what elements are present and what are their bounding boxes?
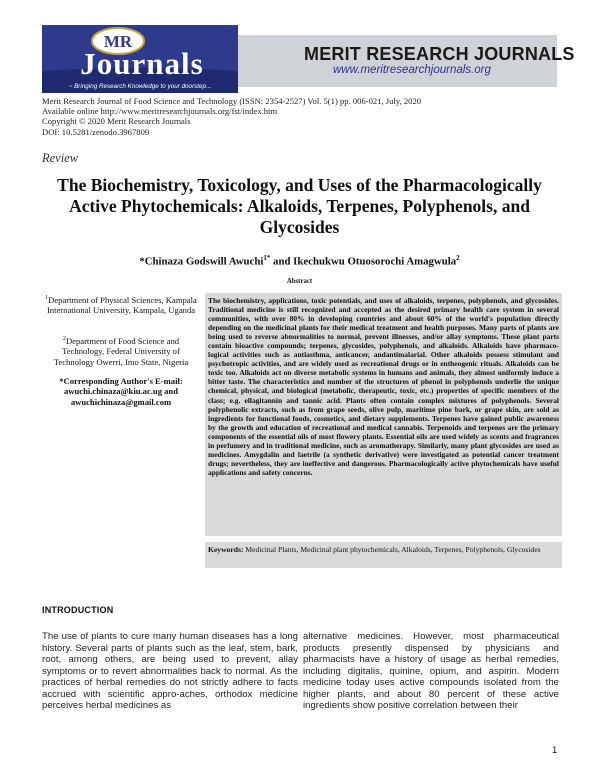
page-number: 1	[552, 745, 558, 756]
author-2: Ikechukwu Otuosorochi Amagwula	[293, 255, 457, 268]
corresponding-label: *Corresponding Author's E-mail:	[59, 376, 183, 386]
doi-line[interactable]: DOI: 10.5281/zenodo.3967809	[42, 126, 150, 137]
keywords-label: Keywords:	[208, 545, 244, 554]
author-conjunction: and	[270, 255, 294, 268]
author-1-affil: 1*	[263, 254, 271, 262]
article-title: The Biochemistry, Toxicology, and Uses of the Pharmacologically Active Phytochemicals: Alkaloids, Terpenes, Polyphenols, and Glycosides	[57, 175, 542, 237]
availability-line[interactable]: Available online http://www.meritresearchjournals.org/fst/index.htm	[42, 106, 278, 117]
introduction-heading: INTRODUCTION	[42, 605, 114, 615]
journal-url-link[interactable]: www.meritresearchjournals.org	[333, 64, 491, 76]
journal-logo	[42, 25, 238, 93]
keywords-box	[205, 542, 562, 568]
affiliation-2	[42, 334, 200, 367]
introduction-column-left: The use of plants to cure many human diseases has a long history. Several parts of plants such as the leaf, stem, bark, root, among others, are being used to prevent, allay symptoms or to revert abnormalities back to normal. As the practices of herbal remedies do not strictly adhere to facts accrued with scientific appro-aches, orthodox medicine perceives herbal medicines as	[42, 631, 298, 711]
logo-journals-text: Journals	[80, 46, 204, 81]
keywords-text: Medicinal Plants, Medicinal plant phytochemicals, Alkaloids, Terpenes, Polyphenols, Glycosides	[245, 545, 541, 554]
logo-tagline: ~ Bringing Research Knowledge to your doorstep...	[68, 83, 212, 90]
affiliation-1-marker: 1	[45, 295, 49, 301]
author-1: *Chinaza Godswill Awuchi	[139, 255, 264, 268]
introduction-column-right: alternative medicines. However, most pharmaceutical products presently dispensed by physicians and pharmacists have a history of usage as herbal remedies, including digitalis, quinine, opium, and aspirin. Modern medicine today uses active compounds isolated from the higher plants, and about 80 percent of these active ingredients show positive correlation between their	[303, 631, 559, 711]
corresponding-email[interactable]: awuchi.chinaza@kiu.ac.ug and awuchichinaza@gmail.com	[63, 386, 178, 407]
author-list	[42, 254, 557, 268]
affiliation-1-text: Department of Physical Sciences, Kampala International University, Kampala, Uganda	[46, 294, 197, 316]
affiliation-1	[42, 293, 200, 316]
citation-line: Merit Research Journal of Food Science and Technology (ISSN: 2354-2527) Vol. 5(1) pp. 006-021, July, 2020	[42, 96, 422, 106]
abstract-body: The biochemistry, applications, toxic potentials, and uses of alkaloids, terpenes, polyphenols, and glycosides. Traditional medicine is still recognized and accepted as the desired primary health care system in several communities, with over 80% in developing countries and about 60% of the world's population directly depending on the medicinal plants for their medical treatment and health purposes. Many parts of plants are being used to reverse abnormalities to normal, prevent illnesses, and/or allay symptoms. These plant parts contain bioactive compounds; terpenes, glycosides, polyphenols, and alkaloids. Alkaloids have pharmaco-logical activities such as antiasthma, anticancer, andantimalarial. Other alkaloids possess stimulant and psychotropic activities, and are widely used as recreational drugs or in entheogenic rituals. Alkaloids can be toxic too. Alkaloids act on diverse metabolic systems in humans and animals, they almost uniformly induce a bitter taste. The characteristics and number of the structures of phenol in polyphenols underlie the unique chemical, physical, and biological (metabolic, therapeutic, toxic, etc.) properties of specific members of the class; e.g. ellagitannin and tannic acid. Plants often contain complex mixtures of polyphenols. Several polyphenolic extracts, such as from grape seeds, olive pulp, maritime pine bark, or grape skin, are sold as ingredients for functional foods, cosmetics, and dietary supplements. Terpenes have gained public awareness by the growth and education of recreational and medical cannabis. Terpenoids and terpenes are the primary components of the essential oils of most flowery plants. Essential oils are used widely as scents and fragrances in perfumery and in traditional medicine, such as aromatherapy. Similarly, many plant glycosides are used as medicines. Amygdalin and laetrile (a synthetic derivative) were investigated as potential cancer treatment drugs; nevertheless, they are ineffective and dangerous. Pharmacologically active phytochemicals have useful applications and safety concerns.	[205, 293, 562, 536]
corresponding-author	[42, 376, 200, 407]
abstract-heading: Abstract	[286, 278, 313, 285]
affiliation-2-marker: 2	[62, 336, 66, 342]
article-type: Review	[42, 151, 79, 165]
logo-mr-text: MR	[103, 32, 133, 51]
journal-banner	[42, 25, 575, 93]
banner-title-panel	[238, 35, 575, 87]
author-2-affil: 2	[456, 254, 460, 262]
affiliation-2-text: Department of Food Science and Technology, Federal University of Technology Owerri, Imo State, Nigeria	[53, 335, 189, 367]
citation-meta	[42, 96, 421, 137]
copyright-line: Copyright © 2020 Merit Research Journals	[42, 116, 191, 127]
journal-name: MERIT RESEARCH JOURNALS	[304, 44, 575, 64]
